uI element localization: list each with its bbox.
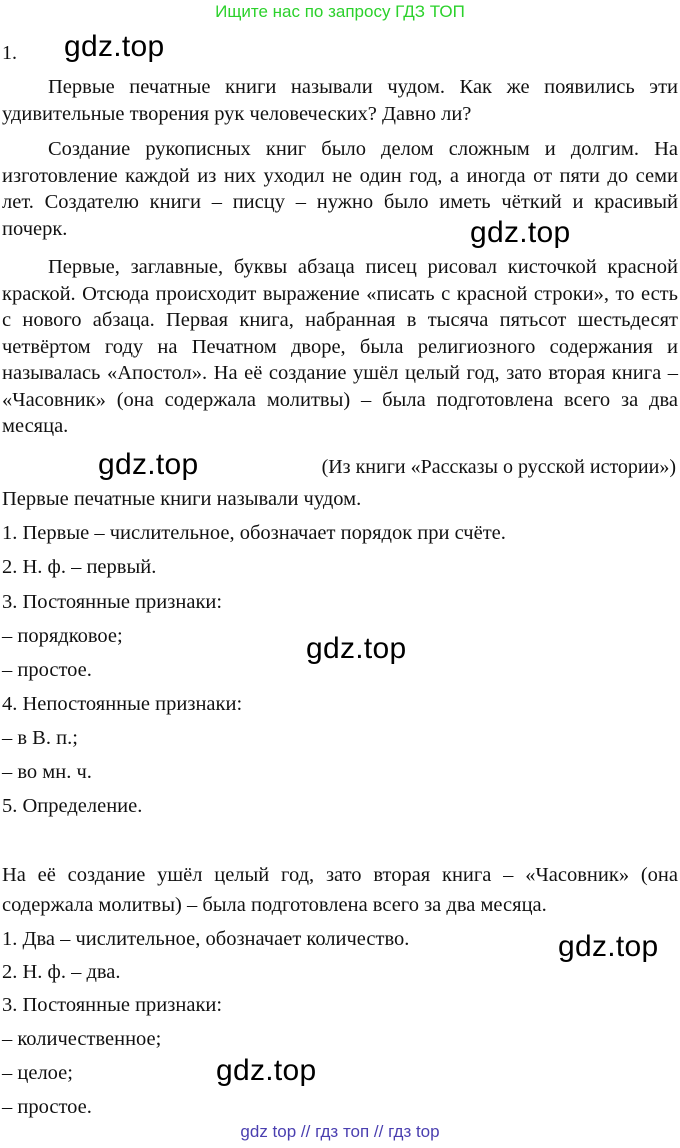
text-paragraph: Создание рукописных книг было делом сложным и долгим. На изготовление каждой из них уходил не один год, а иногда от пяти до семи лет. Создателю книги – писцу – нужно было иметь чёткий и красивый почерк. [2,138,678,240]
watermark: gdz.top [470,216,571,249]
search-banner: Ищите нас по запросу ГДЗ ТОП [215,2,465,21]
watermark: gdz.top [64,30,165,63]
text-block [2,254,678,440]
task-number: 1. [2,42,17,64]
watermark: gdz.top [558,930,659,963]
source-citation: (Из книги «Рассказы о русской истории») [321,456,676,478]
analysis-line: 3. Постоянные признаки: [2,591,223,613]
analysis-line: 1. Первые – числительное, обозначает порядок при счёте. [2,522,506,544]
text-block [2,136,678,242]
watermark: gdz.top [216,1054,317,1087]
watermark: gdz.top [98,448,199,481]
analysis-line: 4. Непостоянные признаки: [2,693,243,715]
analysis-line: 1. Два – числительное, обозначает количество. [2,928,410,950]
analysis-line: – количественное; [2,1028,162,1050]
text-block [2,74,678,127]
analysis-line: 2. Н. ф. – два. [2,961,121,983]
analysis-line: – целое; [2,1062,73,1084]
watermark: gdz.top [306,632,407,665]
analysis-sentence: На её создание ушёл целый год, зато вторая книга – «Часовник» (она содержала молитвы) – была подготовлена всего за два месяца. [2,864,678,916]
analysis-line: – в В. п.; [2,727,78,749]
text-paragraph: Первые печатные книги называли чудом. Как же появились эти удивительные творения рук человеческих? Давно ли? [2,76,678,125]
analysis-line: – во мн. ч. [2,761,92,783]
footer-watermark: gdz top // гдз топ // гдз top [240,1122,440,1141]
text-paragraph: Первые, заглавные, буквы абзаца писец рисовал кисточкой красной краской. Отсюда происходит выражение «писать с красной строки», то есть с нового абзаца. Первая книга, набранная в тысяча пятьсот шестьдесят четвёртом году на Печатном дворе, была религиозного содержания и называлась «Апостол». На её создание ушёл целый год, зато вторая книга – «Часовник» (она содержала молитвы) – была подготовлена всего за два месяца. [2,256,678,437]
analysis-line: – простое. [2,659,92,681]
analysis-sentence: Первые печатные книги называли чудом. [2,488,362,510]
analysis-line: – простое. [2,1096,92,1118]
analysis-line: 2. Н. ф. – первый. [2,556,157,578]
analysis-line: – порядковое; [2,625,123,647]
analysis-line: 5. Определение. [2,795,143,817]
analysis-line: 3. Постоянные признаки: [2,994,223,1016]
